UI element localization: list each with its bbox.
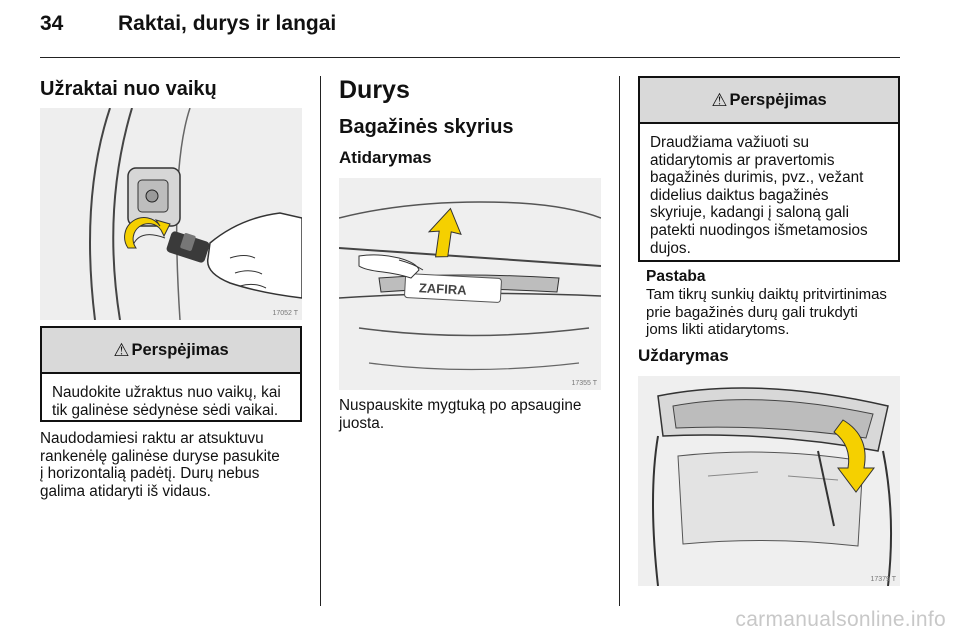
- note-line: Tam tikrų sunkių daiktų pritvirtinimas: [646, 286, 887, 303]
- warning-line: patekti nuodingos išmetamosios: [650, 221, 868, 239]
- warning-triangle-icon: ⚠: [113, 339, 130, 360]
- warning-line: tik galinėse sėdynėse sėdi vaikai.: [52, 401, 279, 419]
- section-heading-doors: Durys: [339, 76, 410, 104]
- warning-text: [42, 374, 300, 427]
- column-divider-1: [320, 76, 321, 606]
- tailgate-opening-illustration: [339, 178, 601, 390]
- warning-title: Perspėjimas: [729, 90, 827, 109]
- body-line: Naudodamiesi raktu ar atsuktuvu: [40, 430, 264, 447]
- warning-title: Perspėjimas: [131, 340, 229, 359]
- note-text: [646, 286, 946, 339]
- warning-line: didelius daiktus bagažinės: [650, 186, 829, 204]
- figure-id: 17355 T: [571, 380, 597, 387]
- watermark: carmanualsonline.info: [735, 608, 946, 631]
- warning-triangle-icon: ⚠: [711, 89, 728, 110]
- warning-box-child-locks: [40, 326, 302, 422]
- header-rule: [40, 57, 900, 58]
- body-line: rankenėlę galinėse duryse pasukite: [40, 447, 280, 465]
- body-line: į horizontalią padėtį. Durų nebus: [40, 465, 260, 483]
- note-line: joms likti atidarytoms.: [646, 321, 790, 339]
- note-title: Pastaba: [646, 268, 706, 285]
- warning-box-open-tailgate: [638, 76, 900, 262]
- subheading-opening: Atidarymas: [339, 148, 432, 167]
- warning-text: [640, 124, 898, 265]
- figure-id: 17379 T: [870, 576, 896, 583]
- body-line: galima atidaryti iš vidaus.: [40, 482, 211, 500]
- subheading-luggage-compartment: Bagažinės skyrius: [339, 116, 514, 138]
- warning-header: [42, 328, 300, 374]
- figure-tailgate-opening: [339, 178, 601, 390]
- section-heading-child-locks: Užraktai nuo vaikų: [40, 78, 217, 100]
- warning-line: bagažinės durimis, pvz., vežant: [650, 169, 864, 187]
- body-line: juosta.: [339, 414, 385, 432]
- warning-header: [640, 78, 898, 124]
- warning-line: Draudžiama važiuoti su: [650, 134, 809, 151]
- warning-line: skyriuje, kadangi į saloną gali: [650, 204, 849, 222]
- figure-tailgate-closing: [638, 376, 900, 586]
- running-header-title: Raktai, durys ir langai: [118, 12, 337, 35]
- warning-line: Naudokite užraktus nuo vaikų, kai: [52, 384, 281, 401]
- child-lock-illustration: [40, 108, 302, 320]
- warning-line: atidarytomis ar pravertomis: [650, 151, 835, 169]
- opening-instructions: [339, 397, 611, 432]
- note-line: prie bagažinės durų gali trukdyti: [646, 303, 858, 321]
- warning-line: dujos.: [650, 239, 691, 257]
- child-lock-instructions: [40, 430, 312, 500]
- subheading-closing: Uždarymas: [638, 346, 729, 365]
- column-divider-2: [619, 76, 620, 606]
- page-number: 34: [40, 12, 64, 35]
- tailgate-closing-illustration: [638, 376, 900, 586]
- figure-child-lock: [40, 108, 302, 320]
- badge-text: ZAFIRA: [418, 280, 467, 298]
- body-line: Nuspauskite mygtuką po apsaugine: [339, 397, 582, 414]
- figure-id: 17052 T: [272, 310, 298, 317]
